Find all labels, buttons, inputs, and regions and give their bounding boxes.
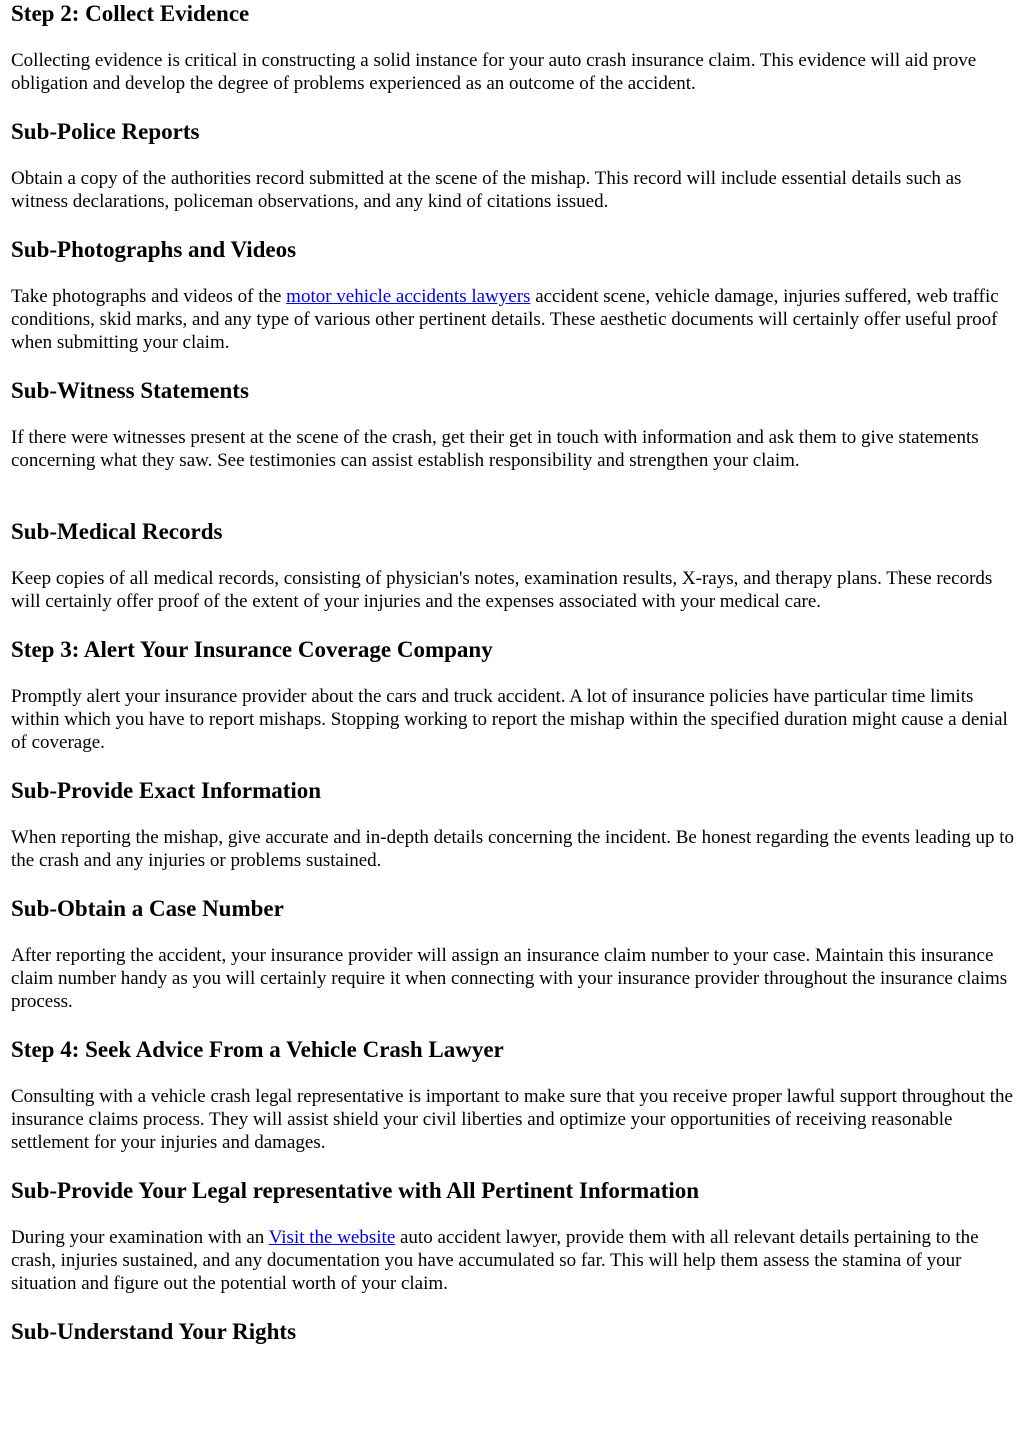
section-paragraph-alert-insurance: Promptly alert your insurance provider about the cars and truck accident. A lot of insurance policies have particular time limits within which you have to report mishaps. Stopping working to report the mishap within the specified duration might cause a denial of coverage.: [11, 686, 1008, 753]
section-paragraph-witness-statements: If there were witnesses present at the scene of the crash, get their get in touch with information and ask them to give statements concerning what they saw. See testimonies can assist establish responsibility and strengthen your claim.: [11, 427, 979, 471]
section-heading-understand-rights: Sub-Understand Your Rights: [11, 1319, 297, 1344]
section-heading-alert-insurance: Step 3: Alert Your Insurance Coverage Company: [11, 637, 493, 662]
section-heading-seek-advice-lawyer: Step 4: Seek Advice From a Vehicle Crash Lawyer: [11, 1037, 504, 1062]
section-heading-provide-legal-representative: Sub-Provide Your Legal representative with All Pertinent Information: [11, 1178, 700, 1203]
motor-vehicle-accidents-lawyers-link[interactable]: motor vehicle accidents lawyers: [286, 286, 531, 307]
section-paragraph-collect-evidence: Collecting evidence is critical in constructing a solid instance for your auto crash insurance claim. This evidence will aid prove obligation and develop the degree of problems experienced as an outcome of the accident.: [11, 50, 977, 94]
paragraph-text-before-link: Take photographs and videos of the: [11, 286, 287, 307]
section-paragraph-provide-legal-representative: [11, 1226, 1014, 1295]
section-heading-medical-records: Sub-Medical Records: [11, 519, 223, 544]
visit-the-website-link[interactable]: Visit the website: [268, 1227, 396, 1248]
section-paragraph-provide-exact-information: When reporting the mishap, give accurate and in-depth details concerning the incident. Be honest regarding the events leading up to the crash and any injuries or problems sustained.: [11, 827, 1014, 871]
section-heading-photographs-videos: Sub-Photographs and Videos: [11, 237, 297, 262]
section-paragraph-photographs-videos: [11, 285, 1014, 354]
paragraph-text-after-link: auto accident lawyer, provide them with all relevant details pertaining to the crash, injuries sustained, and any documentation you have accumulated so far. This will help them assess the stamina of your situation and figure out the potential worth of your claim.: [11, 1227, 979, 1294]
section-heading-police-reports: Sub-Police Reports: [11, 119, 200, 144]
paragraph-text-before-link: During your examination with an: [11, 1227, 269, 1248]
section-heading-collect-evidence: Step 2: Collect Evidence: [11, 1, 250, 26]
section-heading-witness-statements: Sub-Witness Statements: [11, 378, 249, 403]
section-paragraph-medical-records: Keep copies of all medical records, consisting of physician's notes, examination results, X-rays, and therapy plans. These records will certainly offer proof of the extent of your injuries and the expenses associated with your medical care.: [11, 568, 993, 612]
section-paragraph-police-reports: Obtain a copy of the authorities record submitted at the scene of the mishap. This record will include essential details such as witness declarations, policeman observations, and any kind of citations issued.: [11, 168, 962, 212]
section-paragraph-seek-advice-lawyer: Consulting with a vehicle crash legal representative is important to make sure that you receive proper lawful support throughout the insurance claims process. They will assist shield your civil liberties and optimize your opportunities of receiving reasonable settlement for your injuries and damages.: [11, 1086, 1013, 1153]
section-heading-provide-exact-information: Sub-Provide Exact Information: [11, 778, 322, 803]
paragraph-text-after-link: accident scene, vehicle damage, injuries suffered, web traffic conditions, skid marks, and any type of various other pertinent details. These aesthetic documents will certainly offer useful proof when submitting your claim.: [11, 286, 999, 353]
section-heading-obtain-case-number: Sub-Obtain a Case Number: [11, 896, 284, 921]
section-paragraph-obtain-case-number: After reporting the accident, your insurance provider will assign an insurance claim number to your case. Maintain this insurance claim number handy as you will certainly require it when connecting with your insurance provider throughout the insurance claims process.: [11, 945, 1008, 1012]
